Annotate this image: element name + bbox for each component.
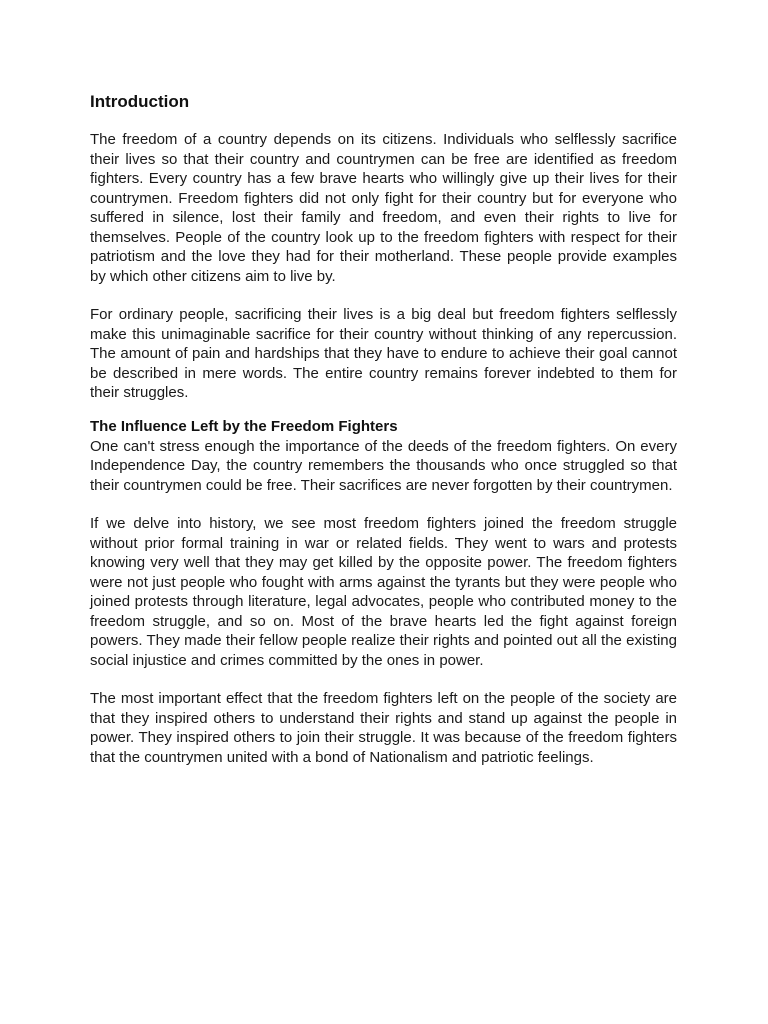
document-page — [90, 90, 677, 786]
influence-paragraph-1: One can't stress enough the importance of the deeds of the freedom fighters. On every Independence Day, the country remembers the thousands who once struggled so that their countrymen could be free. Their sacrifices are never forgotten by their countrymen. — [90, 437, 677, 494]
influence-paragraph-2: If we delve into history, we see most freedom fighters joined the freedom struggle without prior formal training in war or related fields. They went to wars and protests knowing very well that they may get killed by the opposite power. The freedom fighters were not just people who fought with arms against the tyrants but they were people who joined protests through literature, legal advocates, people who contributed money to the freedom struggle, and so on. Most of the brave hearts led the fight against foreign powers. They made their fellow people realize their rights and pointed out all the existing social injustice and crimes committed by the ones in power. — [90, 515, 677, 669]
introduction-heading: Introduction — [90, 92, 190, 111]
influence-paragraph-3: The most important effect that the freedom fighters left on the people of the society are that they inspired others to understand their rights and stand up against the people in power. They inspired others to join their struggle. It was because of the freedom fighters that the countrymen united with a bond of Nationalism and patriotic feelings. — [90, 690, 677, 766]
intro-paragraph-1: The freedom of a country depends on its citizens. Individuals who selflessly sacrifice their lives so that their country and countrymen can be free are identified as freedom fighters. Every country has a few brave hearts who willingly give up their lives for their countrymen. Freedom fighters did not only fight for their country but for everyone who suffered in silence, lost their family and freedom, and even their rights to live for themselves. People of the country look up to the freedom fighters with respect for their patriotism and the love they had for their motherland. These people provide examples by which other citizens aim to live by. — [90, 131, 677, 285]
influence-heading: The Influence Left by the Freedom Fighters — [90, 417, 398, 435]
intro-paragraph-2: For ordinary people, sacrificing their lives is a big deal but freedom fighters selflessly make this unimaginable sacrifice for their country without thinking of any repercussion. The amount of pain and hardships that they have to endure to achieve their goal cannot be described in mere words. The entire country remains forever indebted to them for their struggles. — [90, 306, 677, 401]
